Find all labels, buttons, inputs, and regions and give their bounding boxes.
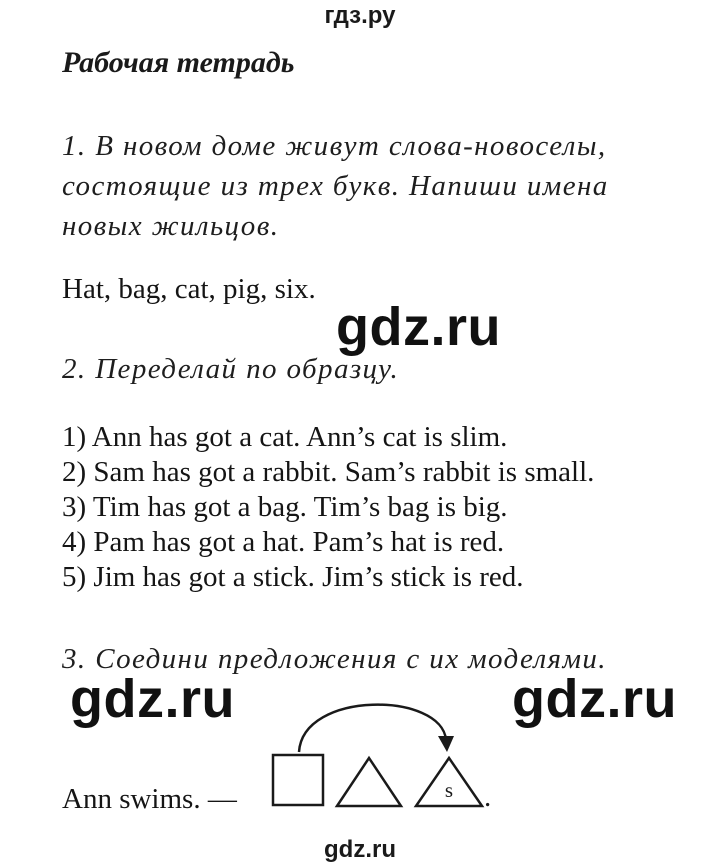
triangle-letter: s [444, 778, 454, 802]
task2-instruction: 2. Переделай по образцу. [62, 353, 400, 385]
word-square [273, 755, 323, 805]
header-watermark: гдз.ру [324, 2, 396, 29]
task2-answer-item-5: 5) Jim has got a stick. Jim’s stick is red. [62, 561, 524, 593]
footer-watermark: gdz.ru [324, 836, 396, 863]
left-watermark: gdz.ru [70, 669, 235, 729]
word-triangle [337, 758, 401, 806]
task1-line-3: новых жильцов. [62, 210, 280, 242]
connector-arc [299, 705, 446, 752]
task1-answer: Hat, bag, cat, pig, six. [62, 273, 316, 305]
task2-answer-item-3: 3) Tim has got a bag. Tim’s bag is big. [62, 491, 508, 523]
center-watermark: gdz.ru [336, 297, 501, 357]
task2-answer-item-2: 2) Sam has got a rabbit. Sam’s rabbit is small. [62, 456, 595, 488]
arrow-head-icon [438, 736, 454, 752]
task3-instruction: 3. Соедини предложения с их моделями. [62, 643, 607, 675]
right-watermark: gdz.ru [512, 669, 677, 729]
task1-line-2: состоящие из трех букв. Напиши имена [62, 170, 609, 202]
page-title: Рабочая тетрадь [62, 46, 295, 79]
task2-answer-item-1: 1) Ann has got a cat. Ann’s cat is slim. [62, 421, 508, 453]
task1-line-1: 1. В новом доме живут слова-новоселы, [62, 130, 607, 162]
task3-sentence: Ann swims. — [62, 783, 237, 815]
task2-answer-item-4: 4) Pam has got a hat. Pam’s hat is red. [62, 526, 505, 558]
sentence-period: . [484, 781, 492, 813]
